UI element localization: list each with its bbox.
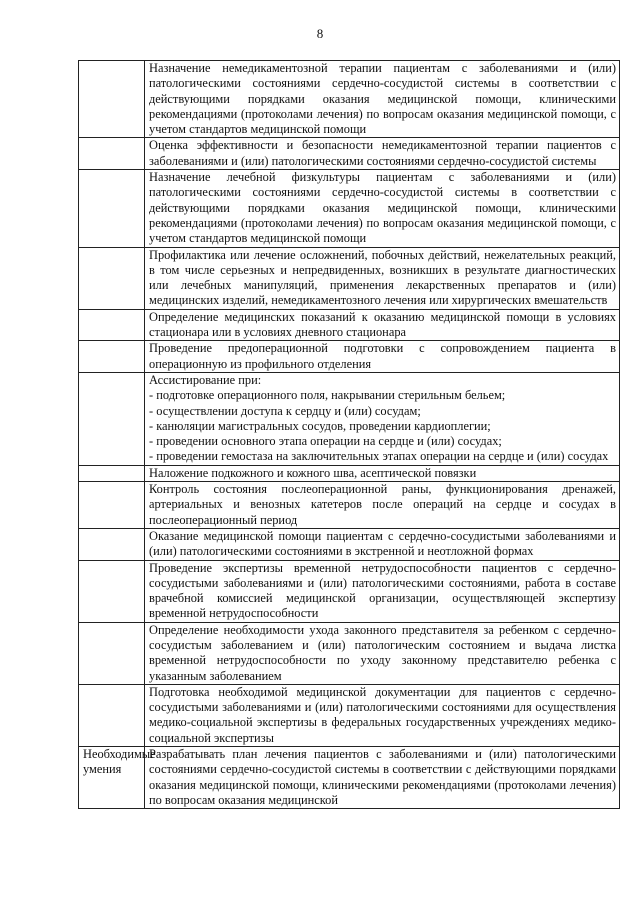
table-row xyxy=(79,247,620,309)
row-text-cell: Определение медицинских показаний к оказанию медицинской помощи в условиях стационара или в условиях дневного стационара xyxy=(145,309,620,341)
row-text-cell: Контроль состояния послеоперационной раны, функционирования дренажей, артериальных и венозных катетеров после операций на сердце и сосудах в послеоперационный период xyxy=(145,482,620,529)
row-text-cell: Проведение экспертизы временной нетрудоспособности пациентов с сердечно-сосудистыми заболеваниями и (или) патологическими состояниями, работа в составе врачебной комиссией медицинской организации, осуществляющей экспертизу временной нетрудоспособности xyxy=(145,560,620,622)
table-row xyxy=(79,341,620,373)
row-text-cell: Назначение немедикаментозной терапии пациентам с заболеваниями и (или) патологическими состояниями сердечно-сосудистой системы в соответствии с действующими порядками оказания медицинской помощи, клиническими рекомендациями (протоколами лечения) по вопросам оказания медицинской помощи, с учетом стандартов медицинской помощи xyxy=(145,61,620,138)
row-label-cell xyxy=(79,247,145,309)
table-row xyxy=(79,170,620,247)
row-label-cell xyxy=(79,309,145,341)
row-label-cell xyxy=(79,372,145,465)
row-label-cell xyxy=(79,622,145,684)
table-row xyxy=(79,138,620,170)
row-text-cell: Оценка эффективности и безопасности немедикаментозной терапии пациентов с заболеваниями и (или) патологическими состояниями сердечно-сосудистой системы xyxy=(145,138,620,170)
row-label-cell xyxy=(79,528,145,560)
row-label-cell xyxy=(79,341,145,373)
list-item: - подготовке операционного поля, накрывании стерильным бельем; xyxy=(149,388,506,403)
table-row xyxy=(79,372,620,465)
list-item: - проведении основного этапа операции на сердце и (или) сосудах; xyxy=(149,434,502,449)
list-item: - проведении гемостаза на заключительных этапах операции на сердце и (или) сосудах xyxy=(149,449,609,464)
row-text-cell xyxy=(145,372,620,465)
row-text-cell: Разрабатывать план лечения пациентов с заболеваниями и (или) патологическими состояниями сердечно-сосудистой системы в соответствии с действующими порядками оказания медицинской помощи, клиническими рекомендациями (протоколами лечения) по вопросам оказания медицинской xyxy=(145,747,620,809)
row-text-cell: Назначение лечебной физкультуры пациентам с заболеваниями и (или) патологическими состояниями сердечно-сосудистой системы в соответствии с действующими порядками оказания медицинской помощи, клиническими рекомендациями (протоколами лечения) по вопросам оказания медицинской помощи, с учетом стандартов медицинской помощи xyxy=(145,170,620,247)
table-row xyxy=(79,61,620,138)
row-text-cell: Оказание медицинской помощи пациентам с сердечно-сосудистыми заболеваниями и (или) патологическими состояниями в экстренной и неотложной формах xyxy=(145,528,620,560)
row-label-cell xyxy=(79,560,145,622)
row-label-cell xyxy=(79,170,145,247)
table-row xyxy=(79,560,620,622)
list-item: - канюляции магистральных сосудов, проведении кардиоплегии; xyxy=(149,418,491,433)
row-text-cell: Наложение подкожного и кожного шва, асептической повязки xyxy=(145,465,620,481)
row-label-cell xyxy=(79,138,145,170)
competency-table xyxy=(78,60,620,809)
section-label-cell: Необходимые умения xyxy=(79,747,145,809)
row-text-cell: Профилактика или лечение осложнений, побочных действий, нежелательных реакций, в том числе серьезных и непредвиденных, возникших в результате диагностических или лечебных манипуляций, применения лекарственных препаратов и (или) медицинских изделий, немедикаментозного лечения или хирургических вмешательств xyxy=(145,247,620,309)
row-label-cell xyxy=(79,684,145,746)
table-row xyxy=(79,684,620,746)
row-text-cell: Проведение предоперационной подготовки с сопровождением пациента в операционную из профильного отделения xyxy=(145,341,620,373)
page-number: 8 xyxy=(316,26,324,41)
row-label-cell xyxy=(79,61,145,138)
row-label-cell xyxy=(79,465,145,481)
table-row xyxy=(79,465,620,481)
table-row xyxy=(79,747,620,809)
table-row xyxy=(79,309,620,341)
table-row xyxy=(79,528,620,560)
table-row xyxy=(79,622,620,684)
row-text-cell: Определение необходимости ухода законного представителя за ребенком с сердечно-сосудистым заболеванием и (или) патологическим состоянием и выдача листка временной нетрудоспособности по уходу законному представителю ребенка с указанным заболеванием xyxy=(145,622,620,684)
list-intro: Ассистирование при: xyxy=(149,372,262,387)
row-text-cell: Подготовка необходимой медицинской документации для пациентов с сердечно-сосудистыми заболеваниями и (или) патологическими состояниями для осуществления медико-социальной экспертизы в федеральных государственных учреждениях медико-социальной экспертизы xyxy=(145,684,620,746)
list-item: - осуществлении доступа к сердцу и (или) сосудам; xyxy=(149,403,421,418)
table-row xyxy=(79,482,620,529)
row-label-cell xyxy=(79,482,145,529)
